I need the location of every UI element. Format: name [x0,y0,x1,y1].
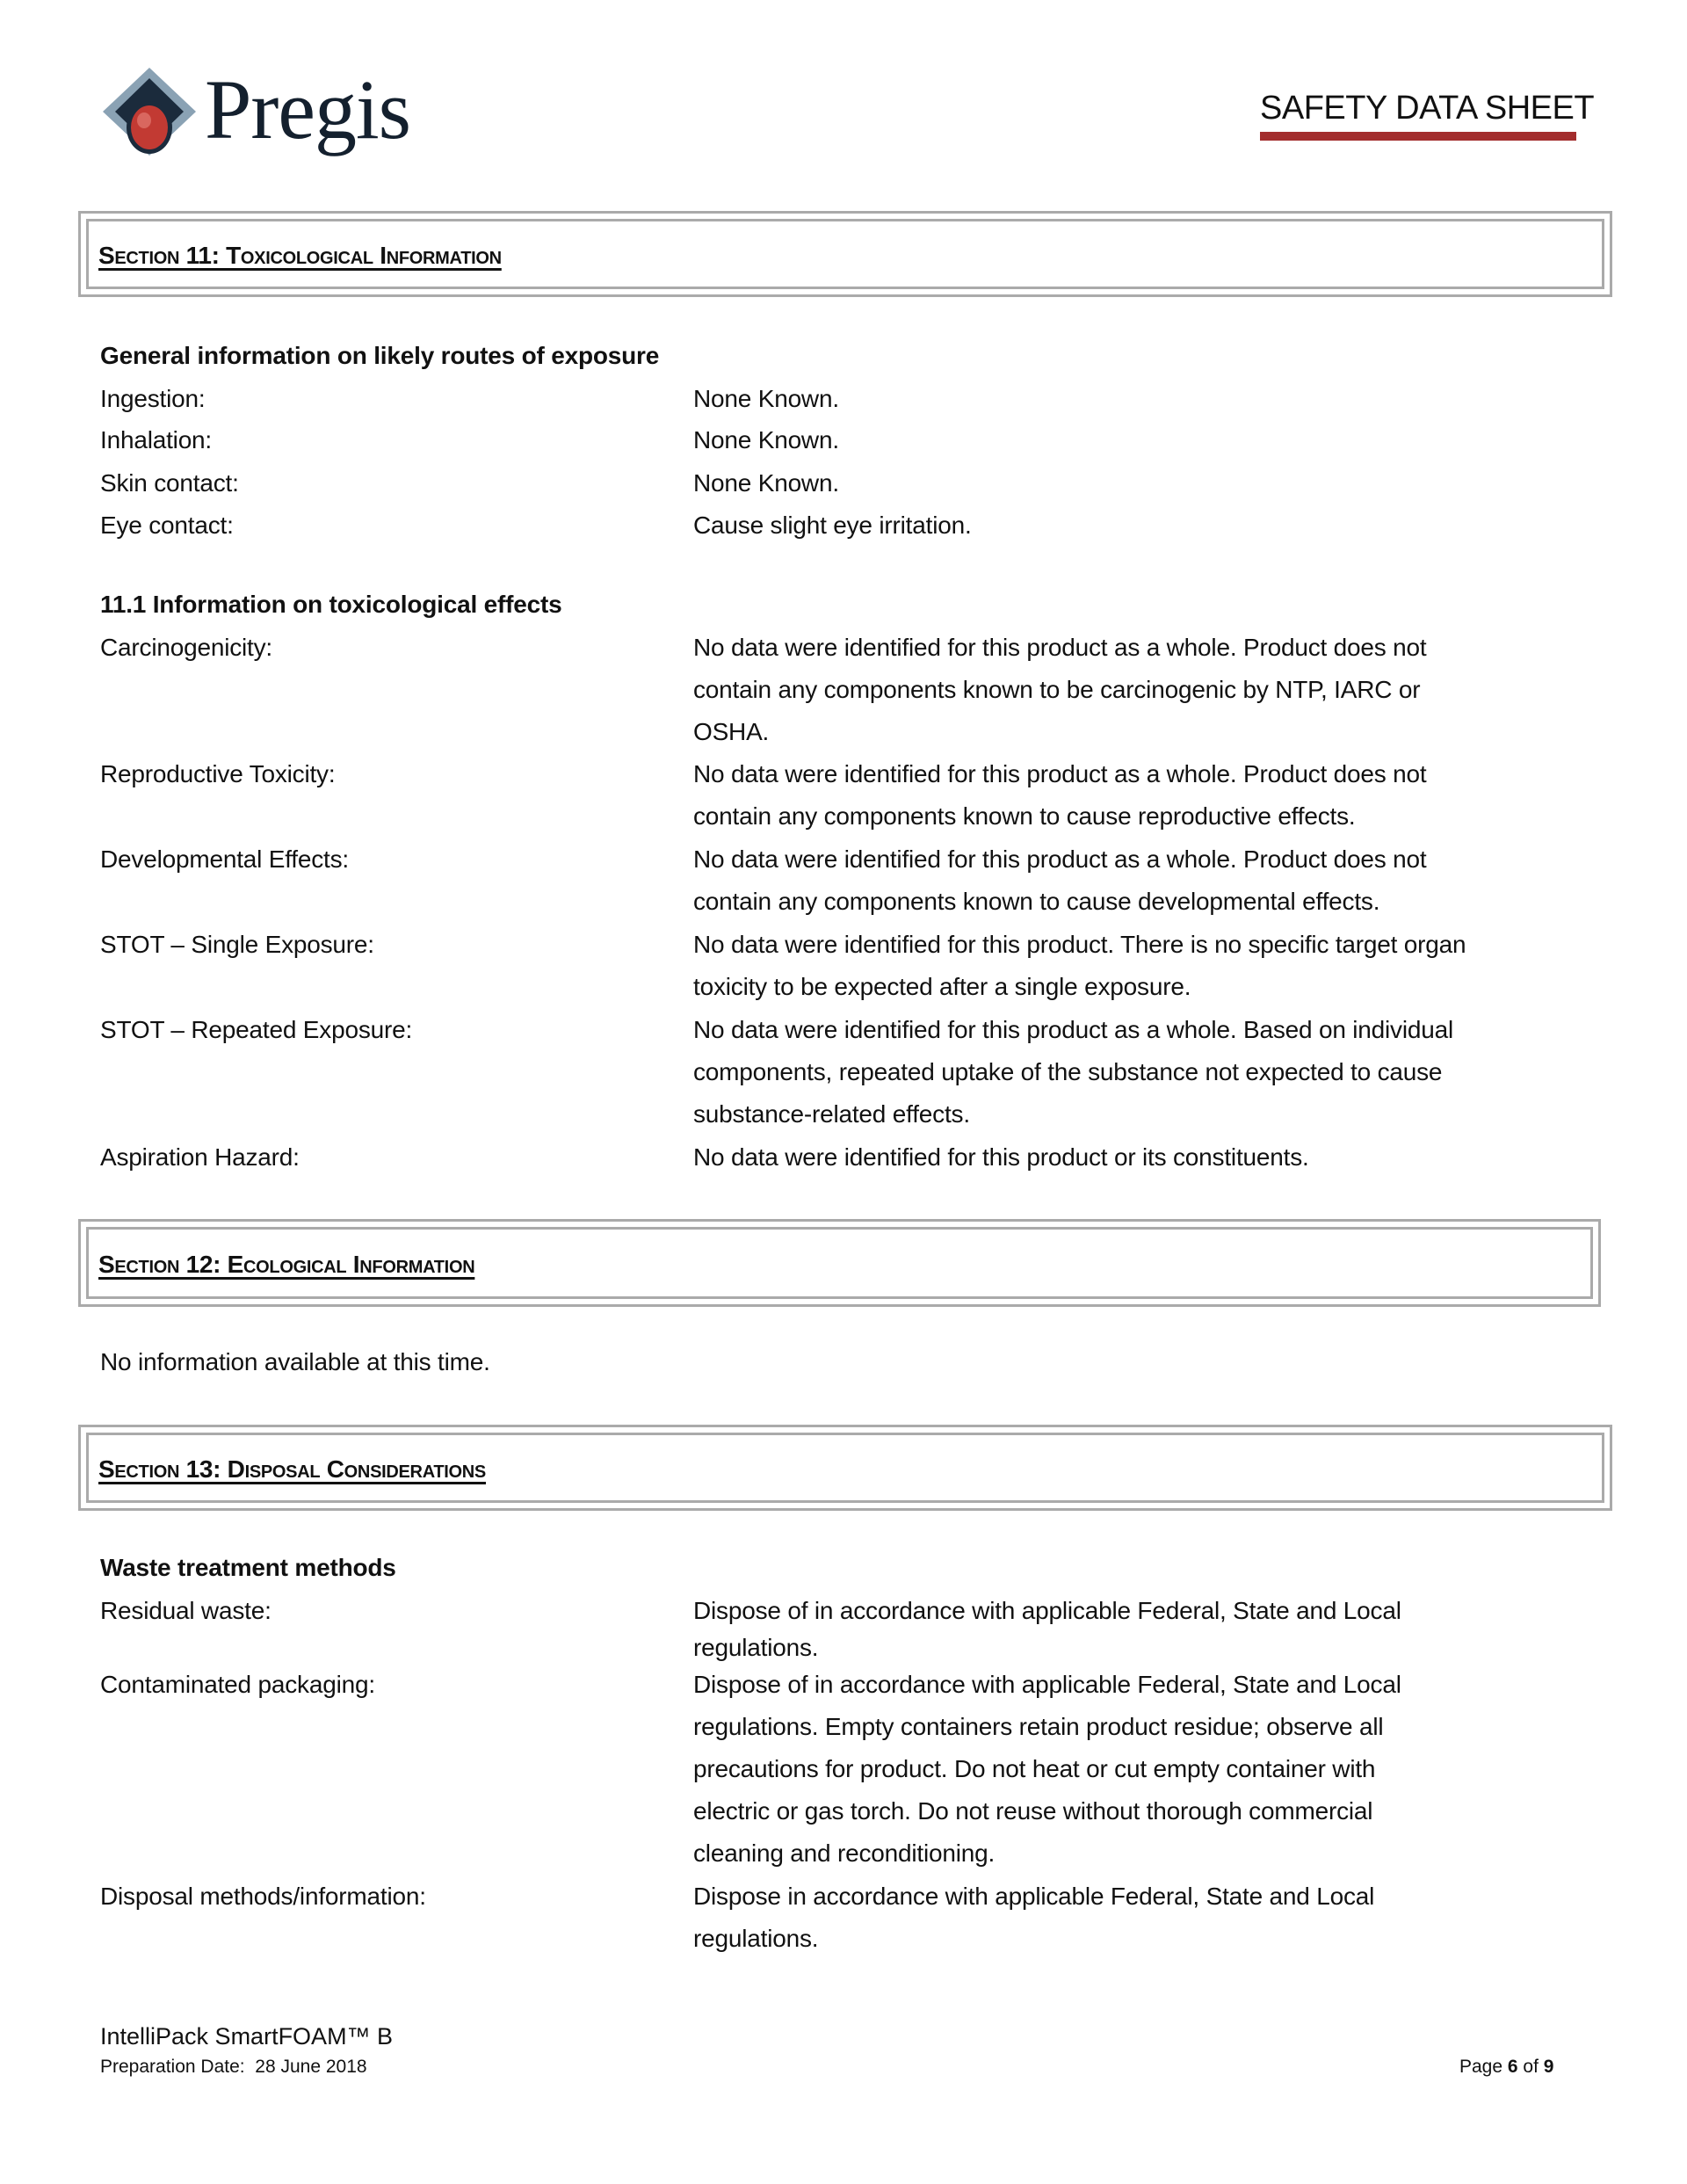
document-title: SAFETY DATA SHEET [1260,90,1595,127]
field-value-line: contain any components known to cause reproductive effects. [693,802,1356,830]
field-value-line: toxicity to be expected after a single exposure. [693,973,1191,1000]
page-of: of [1523,2057,1539,2077]
footer-page-number [1459,2057,1553,2078]
field-value-line: substance-related effects. [693,1100,970,1128]
field-value-line: None Known. [693,469,839,497]
field-value-line: No data were identified for this product as a whole. Product does not [693,845,1427,873]
routes-heading: General information on likely routes of exposure [100,342,660,369]
logo-text: Pregis [205,62,410,156]
section-12-title: Section 12: Ecological Information [98,1251,475,1278]
field-value-line: No data were identified for this product as a whole. Based on individual [693,1016,1454,1043]
field-label: Skin contact: [100,469,239,497]
page-total: 9 [1543,2057,1554,2077]
section-11-header [78,211,1612,297]
field-label: Eye contact: [100,512,234,539]
field-label: Residual waste: [100,1597,272,1624]
page-word: Page [1459,2057,1503,2077]
field-value-line: regulations. Empty containers retain product residue; observe all [693,1713,1384,1740]
field-value-line: components, repeated uptake of the substance not expected to cause [693,1058,1443,1085]
section-12-header [78,1219,1601,1307]
field-label: STOT – Repeated Exposure: [100,1016,413,1043]
field-value-line: contain any components known to cause developmental effects. [693,888,1380,915]
section-13-title: Section 13: Disposal Considerations [98,1455,486,1483]
footer-product-name: IntelliPack SmartFOAM™ B [100,2023,394,2050]
field-value-line: Dispose in accordance with applicable Federal, State and Local [693,1883,1375,1910]
waste-heading: Waste treatment methods [100,1554,396,1581]
field-value-line: OSHA. [693,718,770,745]
title-accent-bar [1260,132,1576,141]
field-value-line: None Known. [693,385,839,412]
field-value-line: regulations. [693,1925,819,1952]
logo-diamond-icon [101,66,198,163]
field-label: Inhalation: [100,426,213,453]
effects-heading: 11.1 Information on toxicological effects [100,591,562,618]
field-value-line: electric or gas torch. Do not reuse without thorough commercial [693,1797,1373,1825]
section-11-title: Section 11: Toxicological Information [98,242,502,269]
field-value-line: Cause slight eye irritation. [693,512,972,539]
field-label: Contaminated packaging: [100,1671,375,1698]
prep-date-value: 28 June 2018 [255,2057,367,2077]
field-value-line: No data were identified for this product or its constituents. [693,1143,1309,1171]
field-label: Disposal methods/information: [100,1883,426,1910]
field-label: Developmental Effects: [100,845,350,873]
field-value-line: No data were identified for this product as a whole. Product does not [693,634,1427,661]
field-value-line: cleaning and reconditioning. [693,1839,996,1867]
page-current: 6 [1507,2057,1518,2077]
field-value-line: None Known. [693,426,839,453]
ecological-info-text: No information available at this time. [100,1348,490,1375]
footer-prep-date [100,2057,367,2078]
field-value-line: Dispose of in accordance with applicable Federal, State and Local [693,1671,1401,1698]
prep-date-label: Preparation Date: [100,2057,245,2077]
field-label: Carcinogenicity: [100,634,272,661]
field-label: STOT – Single Exposure: [100,931,374,958]
field-label: Aspiration Hazard: [100,1143,300,1171]
field-value-line: contain any components known to be carcinogenic by NTP, IARC or [693,676,1421,703]
field-value-line: precautions for product. Do not heat or cut empty container with [693,1755,1376,1782]
field-label: Reproductive Toxicity: [100,760,336,787]
field-value-line: No data were identified for this product as a whole. Product does not [693,760,1427,787]
field-value-line: No data were identified for this product. There is no specific target organ [693,931,1466,958]
field-value-line: regulations. [693,1634,819,1661]
field-label: Ingestion: [100,385,206,412]
pregis-logo [101,62,417,163]
section-13-header [78,1425,1612,1511]
field-value-line: Dispose of in accordance with applicable Federal, State and Local [693,1597,1401,1624]
